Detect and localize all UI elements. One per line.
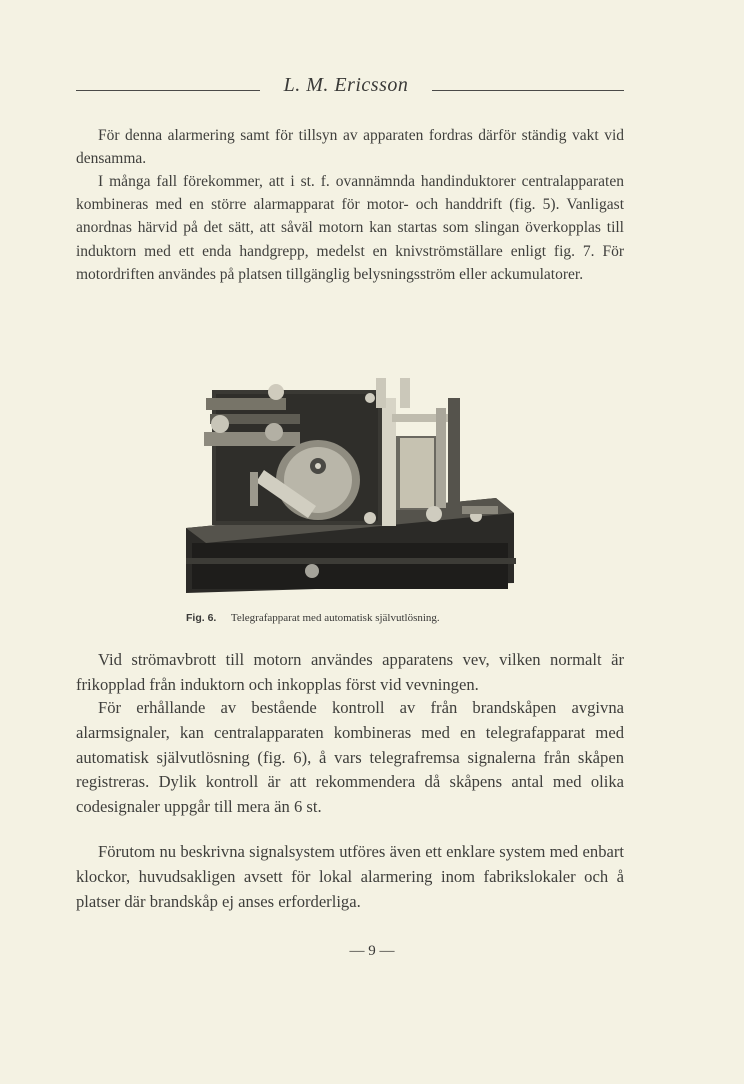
paragraph-5: Förutom nu beskrivna signalsystem utföres även ett enklare system med enbart klockor, huvudsakligen avsett för lokal alarmering inom fabrikslokaler och å platser där brandskåp ej anses erforderliga. — [76, 842, 624, 911]
telegraph-apparatus-illustration — [186, 368, 516, 598]
running-header — [76, 74, 624, 104]
figure-caption-text: Telegrafapparat med automatisk självutlösning. — [230, 612, 440, 624]
figure-telegraph-apparatus — [186, 368, 516, 598]
paragraph-3: Vid strömavbrott till motorn användes apparatens vev, vilken normalt är frikopplad från induktorn och inkopplas först vid vevningen. — [76, 650, 624, 694]
header-title: L. M. Ericsson — [283, 74, 409, 96]
paragraph-1: För denna alarmering samt för tillsyn av apparaten fordras därför ständig vakt vid densamma. — [76, 127, 624, 168]
figure-label: Fig. 6. — [186, 612, 217, 624]
header-rule-left — [76, 90, 260, 91]
header-rule-right — [432, 90, 624, 91]
figure-caption — [186, 612, 440, 624]
page-number: — 9 — — [349, 943, 395, 959]
paragraph-4: För erhållande av bestående kontroll av från brandskåpen avgivna alarmsignaler, kan centralapparaten kombineras med en telegrafapparat med automatisk självutlösning (fig. 6), å vars telegrafremsa signalerna från skåpen registreras. Dylik kontroll är att rekommendera då skåpens antal med olika codesignaler uppgår till mera än 6 st. — [76, 698, 624, 817]
paragraph-2: I många fall förekommer, att i st. f. ovannämnda handinduktorer centralapparaten kombineras med en större alarmapparat för motor- och handdrift (fig. 5). Vanligast anordnas härvid på det sätt, att såväl motorn kan startas som slingan överkopplas till induktorn med ett enda handgrepp, medelst en knivströmställare enligt fig. 7. För motordriften användes på platsen tillgänglig belysningsström eller ackumulatorer. — [76, 173, 624, 283]
